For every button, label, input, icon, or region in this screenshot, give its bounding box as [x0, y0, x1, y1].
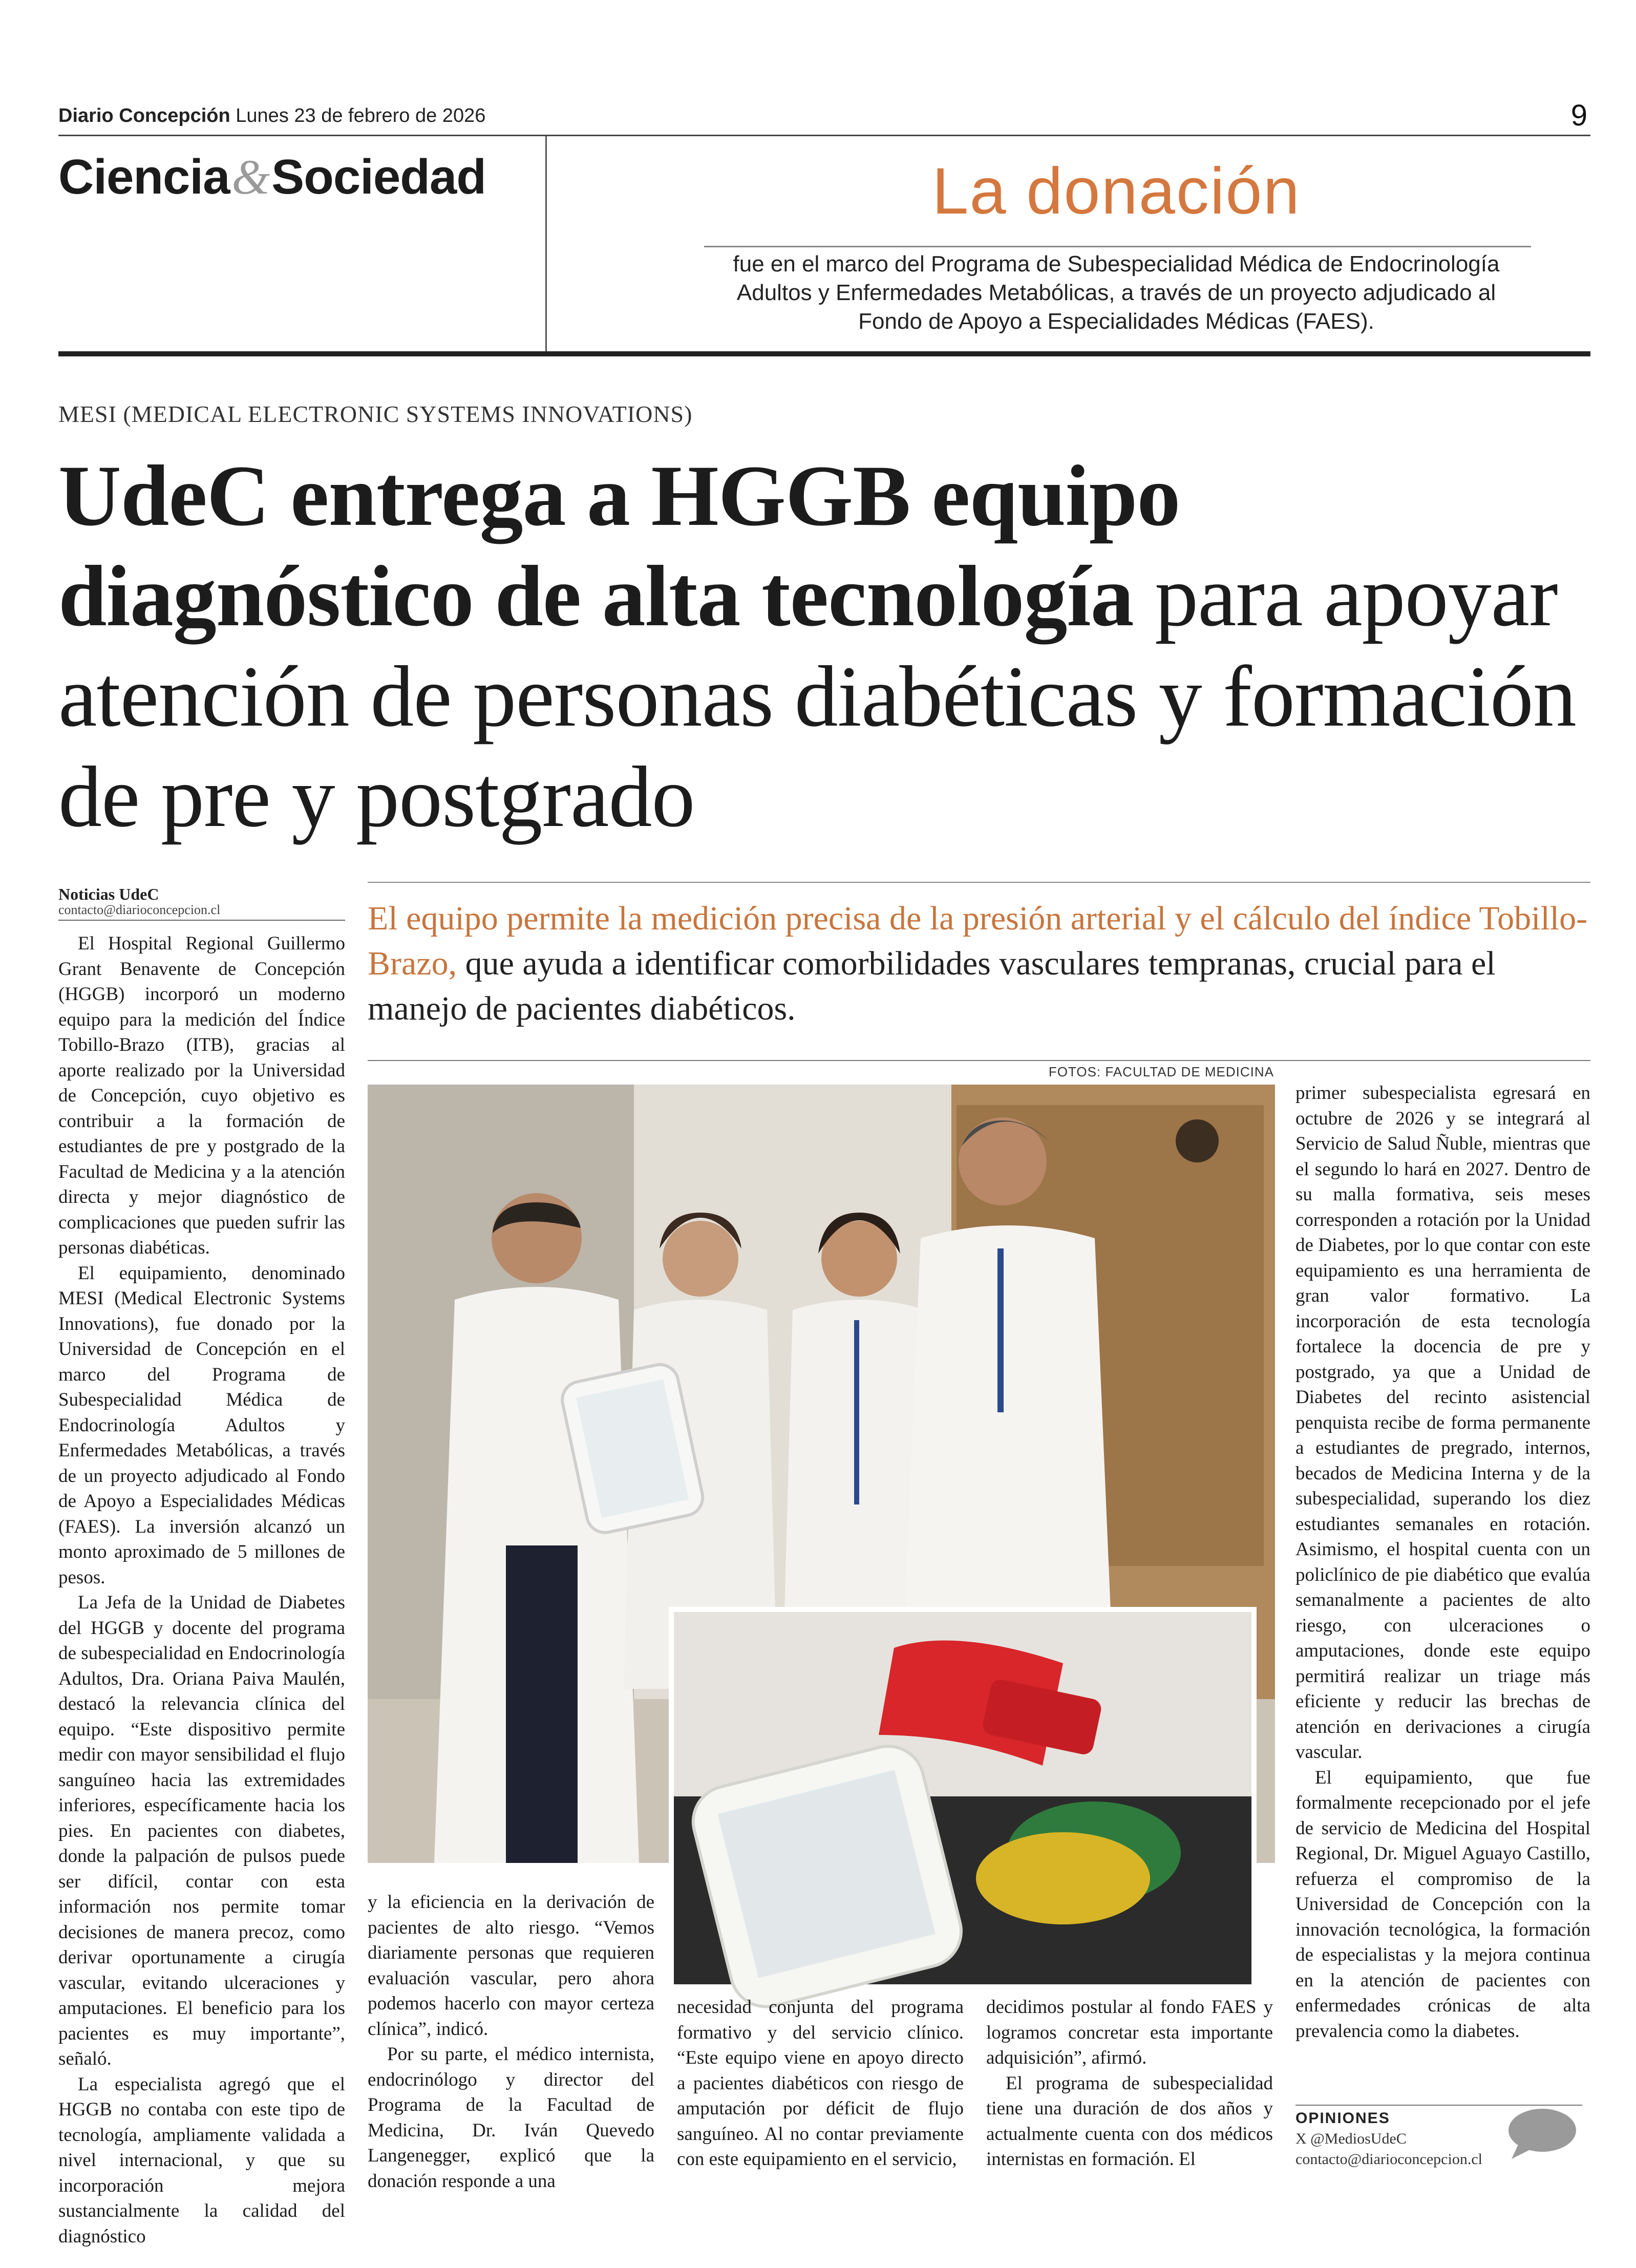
paragraph: Por su parte, el médico internista, endocrinólogo y director del Programa de la Facultad de Medicina, Dr. Iván Quevedo Langenegger, explicó que la donación responde a una	[368, 2044, 654, 2192]
paragraph: La especialista agregó que el HGGB no contaba con este tipo de tecnología, ampliamente validada a nivel internacional, y que su incorporación mejora sustancialmente la calidad del diagnóstico	[58, 2073, 345, 2247]
byline-rule	[58, 920, 345, 921]
article-kicker: MESI (MEDICAL ELECTRONIC SYSTEMS INNOVATIONS)	[58, 401, 693, 427]
paragraph: necesidad conjunta del programa formativo y del servicio clínico. “Este equipo viene en apoyo directo a pacientes diabéticos con riesgo de amputación por déficit de flujo sanguíneo. Al no contar previamente con este equipamiento en el servicio,	[677, 1997, 964, 2170]
subhead-rest: que ayuda a identificar comorbilidades vasculares tempranas, crucial para el manejo de pacientes diabéticos.	[368, 945, 1496, 1027]
text-column-5	[1295, 1080, 1590, 2100]
opinions-email[interactable]: contacto@diarioconcepcion.cl	[1295, 2151, 1482, 2168]
donation-title: La donación	[932, 155, 1301, 228]
newspaper-name: Diario Concepción	[58, 105, 230, 126]
byline-name: Noticias UdeC	[58, 885, 159, 903]
inset-photo	[669, 1607, 1257, 1989]
donation-rule	[704, 246, 1531, 247]
article-subhead	[368, 896, 1591, 1031]
section-ampersand: &	[231, 150, 270, 204]
issue-date: Lunes 23 de febrero de 2026	[236, 105, 486, 126]
donation-text: fue en el marco del Programa de Subespecialidad Médica de Endocrinología Adultos y Enfermedades Metabólicas, a través de un proyecto adjudicado al Fondo de Apoyo a Especialidades Médicas (FAES).	[733, 251, 1500, 334]
header-thick-rule	[58, 351, 1590, 356]
text-column-2	[368, 1890, 654, 2192]
paragraph: El programa de subespecialidad tiene una duración de dos años y actualmente cuenta con dos médicos internistas en formación. El	[986, 2072, 1273, 2170]
opinions-title: OPINIONES	[1295, 2110, 1390, 2127]
paragraph: decidimos postular al fondo FAES y logramos concretar esta importante adquisición”, afirmó.	[986, 1997, 1273, 2068]
article-headline	[58, 446, 1590, 847]
section-right: Sociedad	[271, 150, 486, 204]
headline-bold: UdeC entrega a HGGB equipo diagnóstico de alta tecnología	[58, 448, 1180, 644]
text-column-1	[58, 931, 345, 2247]
speech-bubble-icon	[1505, 2106, 1577, 2162]
masthead	[58, 105, 485, 127]
header-divider	[545, 136, 547, 351]
opinions-x-handle[interactable]: X @MediosUdeC	[1295, 2130, 1407, 2147]
photo-credit: FOTOS: FACULTAD DE MEDICINA	[1048, 1064, 1274, 1079]
photo-top-rule	[368, 1060, 1590, 1061]
header-rule	[58, 135, 1590, 136]
subhead-highlight: El equipo permite la medición precisa de la presión arterial y el cálculo del índice Tobillo-Brazo,	[368, 900, 1588, 982]
paragraph: primer subespecialista egresará en octubre de 2026 y se integrará al Servicio de Salud Ñuble, mientras que el segundo lo hará en 2027. Dentro de su malla formativa, seis meses corresponden a rotación por la Unidad de Diabetes, por lo que contar con este equipamiento es una herramienta de gran valor formativo. La incorporación de esta tecnología fortalece la docencia de pre y postgrado, ya que a Unidad de Diabetes del recinto asistencial penquista recibe de forma permanente a estudiantes de pregrado, internos, becados de Medicina Interna y de la subespecialidad, superando los diez estudiantes semanales en rotación. Asimismo, el hospital cuenta con un policlínico de pie diabético que evalúa semanalmente a pacientes de alto riesgo, con ulceraciones o amputaciones, donde este equipo permitirá realizar un triage más eficiente y reducir las brechas de atención en derivaciones a cirugía vascular.	[1295, 1083, 1590, 1763]
page-number: 9	[1570, 99, 1587, 132]
paragraph: y la eficiencia en la derivación de pacientes de alto riesgo. “Vemos diariamente personas que requieren evaluación vascular, pero ahora podemos hacerlo con mayor certeza clínica”, indicó.	[368, 1892, 654, 2040]
paragraph: El equipamiento, denominado MESI (Medical Electronic Systems Innovations), fue donado por la Universidad de Concepción en el marco del Programa de Subespecialidad Médica de Endocrinología Adultos y Enfermedades Metabólicas, a través de un proyecto adjudicado al Fondo de Apoyo a Especialidades Médicas (FAES). La inversión alcanzó un monto aproximado de 5 millones de pesos.	[58, 1262, 345, 1588]
paragraph: El Hospital Regional Guillermo Grant Benavente de Concepción (HGGB) incorporó un moderno equipo para la medición del Índice Tobillo-Brazo (ITB), gracias al aporte realizado por la Universidad de Concepción, cuyo objetivo es contribuir a la formación de estudiantes de pre y postgrado de la Facultad de Medicina y a la atención directa y mejor diagnóstico de complicaciones que pueden sufrir las personas diabéticas.	[58, 933, 345, 1258]
paragraph: La Jefa de la Unidad de Diabetes del HGGB y docente del programa de subespecialidad en Endocrinología Adultos, Dra. Oriana Paiva Maulén, destacó la relevancia clínica del equipo. “Este dispositivo permite medir con mayor sensibilidad el flujo sanguíneo hacia las extremidades inferiores, específicamente hacia los pies. En pacientes con diabetes, donde la palpación de pulsos puede ser difícil, contar con esta información nos permite tomar decisiones de manera precoz, como derivar oportunamente a cirugía vascular, evitando ulceraciones y amputaciones. El beneficio para los pacientes es muy importante”, señaló.	[58, 1592, 345, 2069]
subhead-top-rule	[368, 882, 1590, 883]
text-column-3	[677, 1995, 964, 2180]
headline-regular: para apoyar atención de personas diabéticas y formación de pre y postgrado	[58, 548, 1576, 845]
inset-photo-illustration	[674, 1612, 1251, 1984]
section-title	[58, 149, 486, 205]
text-column-4	[986, 1995, 1273, 2180]
byline-email: contacto@diarioconcepcion.cl	[58, 902, 221, 917]
section-left: Ciencia	[58, 150, 230, 204]
paragraph: El equipamiento, que fue formalmente recepcionado por el jefe de servicio de Medicina del Hospital Regional, Dr. Miguel Aguayo Castillo, refuerza el compromiso de la Universidad de Concepción con la innovación tecnológica, la formación de especialistas y la mejora continua en la atención de pacientes con enfermedades crónicas de alta prevalencia como la diabetes.	[1295, 1767, 1590, 2042]
